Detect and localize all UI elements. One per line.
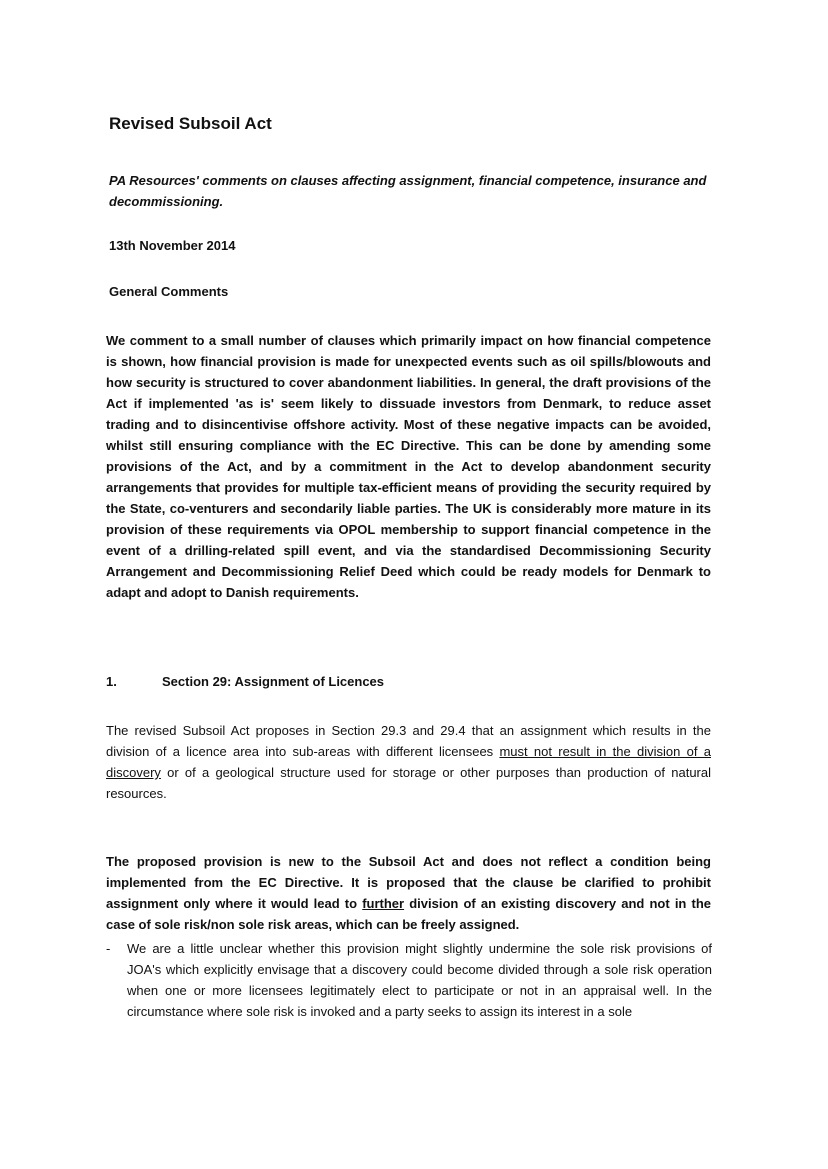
document-date: 13th November 2014	[109, 238, 236, 253]
section-1-bullet-text: We are a little unclear whether this provision might slightly undermine the sole risk provisions of JOA's which explicitly envisage that a discovery could become divided through a sole risk operation when one or more licensees legitimately elect to participate or not in an appraisal well. In the circumstance where sole risk is invoked and a party seeks to assign its interest in a sole	[127, 941, 712, 1019]
section-1-paragraph-1	[106, 720, 711, 804]
section-1-p1-text-b: or of a geological structure used for storage or other purposes than production of natural resources.	[106, 765, 711, 801]
section-1-title: Section 29: Assignment of Licences	[162, 674, 385, 689]
section-1-p2-text-b: division of an existing discovery and not in the case of sole risk/non sole risk areas, which can be freely assigned.	[106, 896, 711, 932]
section-1-number: 1.	[106, 674, 117, 689]
section-1-heading	[106, 674, 384, 689]
bullet-dash: -	[106, 941, 111, 956]
section-1-p2-underlined: further	[362, 896, 405, 911]
document-title: Revised Subsoil Act	[109, 114, 272, 133]
section-1-p1-underlined: must not result in the division of a discovery	[106, 744, 711, 780]
general-comments-heading: General Comments	[109, 284, 229, 299]
document-subtitle: PA Resources' comments on clauses affecting assignment, financial competence, insurance and decommissioning.	[109, 173, 707, 209]
section-1-p1-text-a: The revised Subsoil Act proposes in Section 29.3 and 29.4 that an assignment which results in the division of a licence area into sub-areas with different licensees	[106, 723, 711, 759]
section-1-paragraph-2	[106, 851, 711, 935]
section-1-p2-text-a: The proposed provision is new to the Subsoil Act and does not reflect a condition being implemented from the EC Directive. It is proposed that the clause be clarified to prohibit assignment only where it would lead to	[106, 854, 711, 911]
general-comments-paragraph: We comment to a small number of clauses which primarily impact on how financial competence is shown, how financial provision is made for unexpected events such as oil spills/blowouts and how security is structured to cover abandonment liabilities. In general, the draft provisions of the Act if implemented 'as is' seem likely to dissuade investors from Denmark, to reduce asset trading and to disincentivise offshore activity. Most of these negative impacts can be avoided, whilst still ensuring compliance with the EC Directive. This can be done by amending some provisions of the Act, and by a commitment in the Act to develop abandonment security arrangements that provides for multiple tax-efficient means of providing the security required by the State, co-venturers and secondarily liable parties. The UK is considerably more mature in its provision of these requirements via OPOL membership to support financial competence in the event of a drilling-related spill event, and via the standardised Decommissioning Security Arrangement and Decommissioning Relief Deed which could be ready models for Denmark to adapt and adopt to Danish requirements.	[106, 333, 711, 600]
